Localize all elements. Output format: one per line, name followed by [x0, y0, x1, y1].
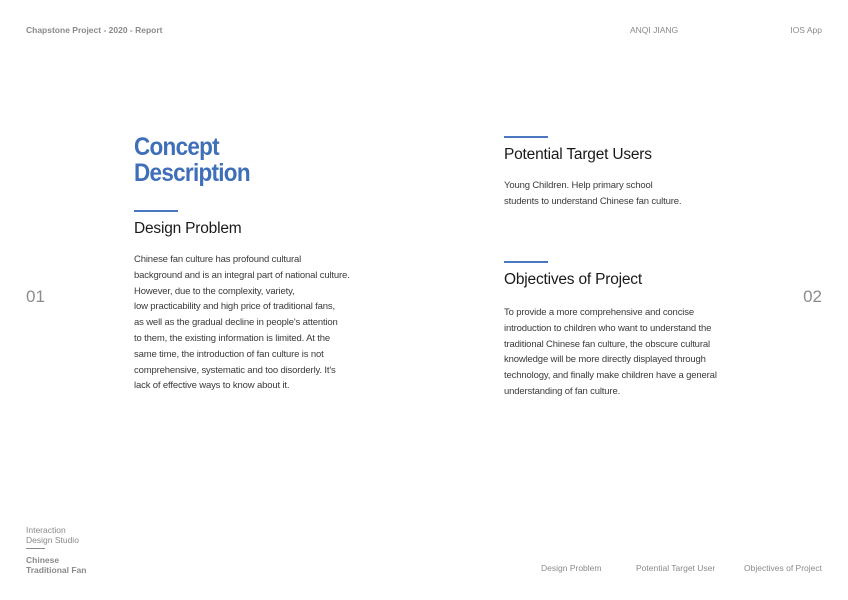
page-title-line: Concept [134, 133, 219, 161]
body-line: comprehensive, systematic and too disorderly. It's [134, 364, 336, 376]
header-platform: IOS App [790, 25, 822, 35]
footer-divider [26, 548, 45, 549]
body-line: to them, the existing information is limited. At the [134, 332, 331, 344]
footer-project-name [26, 555, 86, 575]
page-number-right: 02 [803, 287, 822, 306]
body-line: introduction to children who want to understand the [504, 322, 712, 334]
body-line: students to understand Chinese fan culture. [504, 195, 682, 207]
section-body-objectives [504, 305, 717, 400]
body-line: However, due to the complexity, variety, [134, 285, 295, 297]
section-heading-target-users: Potential Target Users [504, 146, 652, 163]
footer-nav-objectives[interactable]: Objectives of Project [744, 563, 822, 573]
section-body-target-users [504, 178, 681, 210]
body-line: low practicability and high price of traditional fans, [134, 301, 336, 313]
body-line: Chinese fan culture has profound cultural [134, 254, 302, 265]
section-heading-objectives: Objectives of Project [504, 271, 642, 288]
footer-nav-design-problem[interactable]: Design Problem [541, 563, 602, 573]
footer-project-line: Traditional Fan [26, 565, 87, 575]
body-line: knowledge will be more directly displayed through [504, 354, 706, 366]
page-title [134, 134, 296, 186]
section-heading-design-problem: Design Problem [134, 220, 242, 237]
section-rule-objectives [504, 261, 548, 263]
body-line: same time, the introduction of fan culture is not [134, 348, 324, 360]
footer-nav-target-user[interactable]: Potential Target User [636, 563, 716, 573]
header-author: ANQI JIANG [630, 25, 679, 35]
footer-studio-line: Design Studio [26, 535, 79, 545]
body-line: technology, and finally make children have a general [504, 370, 717, 382]
body-line: traditional Chinese fan culture, the obscure cultural [504, 338, 710, 350]
section-rule-design-problem [134, 210, 178, 212]
page-number-left: 01 [26, 287, 45, 306]
body-line: lack of effective ways to know about it. [134, 380, 290, 392]
page-title-line: Description [134, 159, 250, 187]
body-line: background and is an integral part of national culture. [134, 269, 350, 281]
footer-project-line: Chinese [26, 555, 60, 565]
section-rule-target-users [504, 136, 548, 138]
header-project-title: Chapstone Project - 2020 - Report [26, 25, 163, 35]
section-body-design-problem [134, 252, 350, 394]
body-line: as well as the gradual decline in people's attention [134, 317, 338, 329]
body-line: Young Children. Help primary school [504, 180, 653, 191]
footer-studio-label [26, 525, 79, 545]
footer-studio-line: Interaction [26, 525, 66, 535]
body-line: understanding of fan culture. [504, 385, 621, 397]
body-line: To provide a more comprehensive and concise [504, 307, 694, 318]
